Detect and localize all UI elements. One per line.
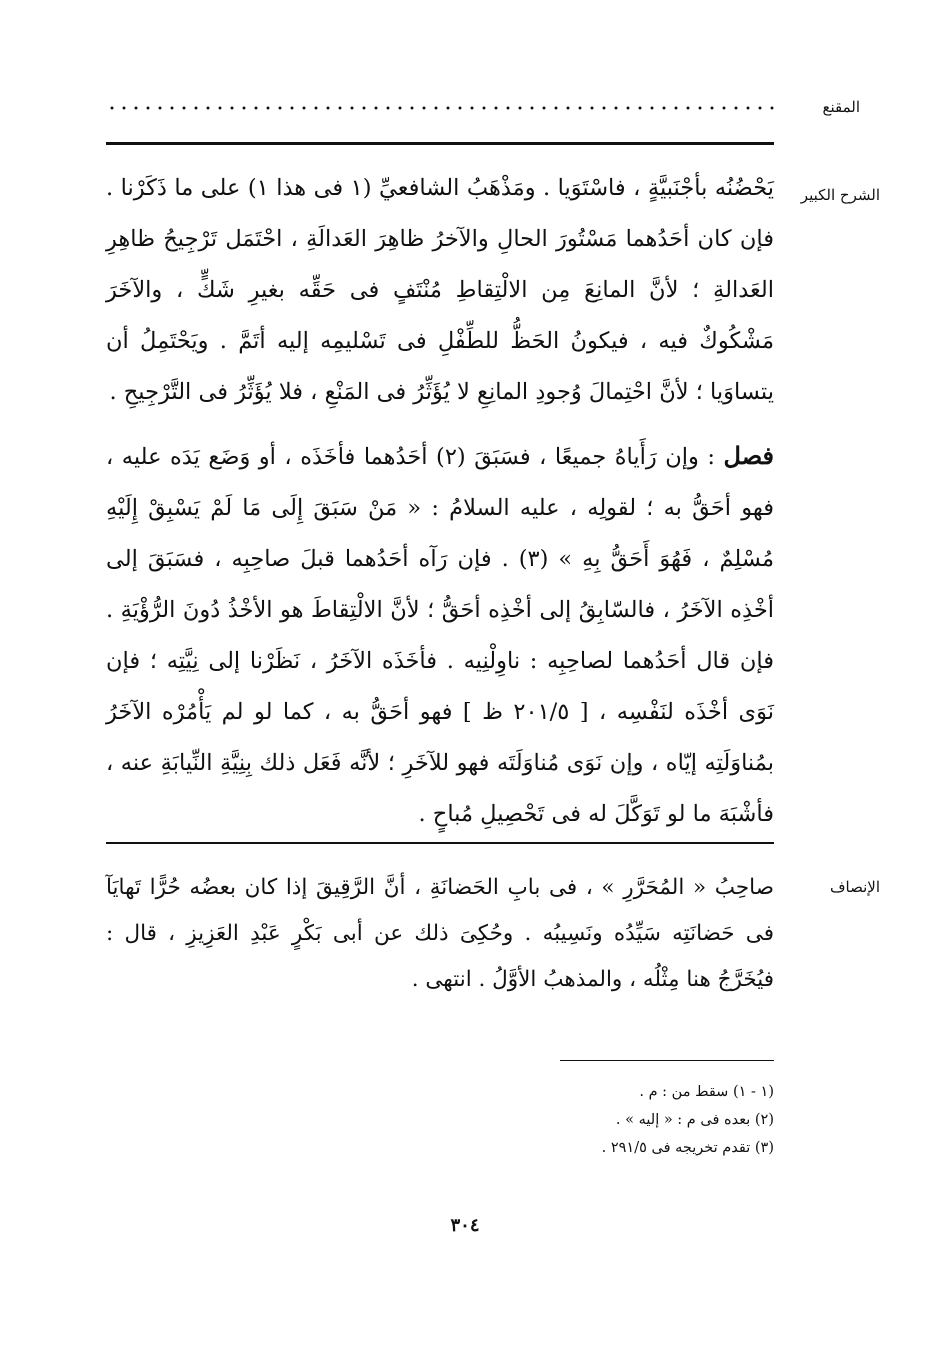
- footnote-rule: [560, 1060, 774, 1061]
- section-heading: فصل: [723, 441, 774, 470]
- section-divider: [106, 842, 774, 844]
- dotted-rule: [106, 106, 774, 110]
- footnote-3: (٣) تقدم تخريجه فى ٢٩١/٥ .: [601, 1140, 774, 1156]
- header-rule: [106, 142, 774, 145]
- insaf-paragraph: صاحِبُ « المُحَرَّرِ » ، فى بابِ الحَضانَةِ ، أنَّ الرَّقِيقَ إذا كان بعضُه حُرًّا تَهايَآ فى حَضانَتِه سَيِّدُه ونَسِيبُه . وحُكِىَ ذلك عن أبى بَكْرٍ عَبْدِ العَزِيزِ ، قال : فيُخَرَّجُ هنا مِثْلُه ، والمذهبُ الأوَّلُ . انتهى .: [106, 875, 774, 992]
- margin-label-insaf: الإنصاف: [829, 878, 880, 896]
- footnote-1: (١ - ١) سقط من : م .: [639, 1084, 774, 1100]
- section-body: : وإن رَأَياهُ جميعًا ، فسَبَقَ (٢) أحَدُهما فأخَذَه ، أو وَضَع يَدَه عليه ، فهو أحَقُّ به ؛ لقولِه ، عليه السلامُ : « مَنْ سَبَقَ إِلَى مَا لَمْ يَسْبِقْ إِلَيْهِ مُسْلِمٌ ، فَهُوَ أَحَقُّ بِهِ » (٣) . فإن رَآه أحَدُهما قبلَ صاحِبِه ، فسَبَقَ إلى أخْذِه الآخَرُ ، فالسّابِقُ إلى أخْذِه أحَقُّ ؛ لأنَّ الالْتِقاطَ هو الأخْذُ دُونَ الرُّؤْيَةِ . فإن قال أحَدُهما لصاحِبِه : ناوِلْنِيه . فأخَذَه الآخَرُ ، نَظَرْنا إلى نِيَّتِه ؛ فإن نَوَى أخْذَه لنَفْسِه ، [ ٢٠١/٥ ظ ] فهو أحَقُّ به ، كما لو لم يَأْمُرْه الآخَرُ بمُناوَلَتِه إيّاه ، وإن نَوَى مُناوَلَتَه فهو للآخَرِ ؛ لأنَّه فَعَل ذلك بِنِيَّةِ النِّيابَةِ عنه ، فأشْبَهَ ما لو تَوَكَّلَ له فى تَحْصِيلِ مُباحٍ .: [106, 444, 775, 827]
- running-head: المقنع: [822, 98, 860, 116]
- commentary-paragraph-2: [106, 430, 774, 840]
- page-number: ٣٠٤: [450, 1215, 480, 1236]
- footnotes: [520, 1078, 774, 1162]
- footnote-2: (٢) بعده فى م : « إليه » .: [615, 1112, 774, 1128]
- commentary-paragraph-1: يَحْضُنُه بأجْنَبيَّةٍ ، فاسْتَوَيا . ومَذْهَبُ الشافعيِّ (١ فى هذا ١) على ما ذَكَرْنا . فإن كان أحَدُهما مَسْتُورَ الحالِ والآخرُ ظاهِرَ العَدالَةِ ، احْتَمَل تَرْجِيحُ ظاهِرِ العَدالةِ ؛ لأنَّ المانِعَ مِن الالْتِقاطِ مُنْتَفٍ فى حَقِّه بغيرِ شَكٍّ ، والآخَرَ مَشْكُوكٌ فيه ، فيكونُ الحَظُّ للطِّفْلِ فى تَسْليمِه إليه أتَمَّ . ويَحْتَمِلُ أن يتساوَيا ؛ لأنَّ احْتِمالَ وُجودِ المانِعِ لا يُؤَثِّرُ فى المَنْعِ ، فلا يُؤَثِّرُ فى التَّرْجِيحِ .: [106, 175, 774, 405]
- margin-label-sharh: الشرح الكبير: [800, 186, 880, 204]
